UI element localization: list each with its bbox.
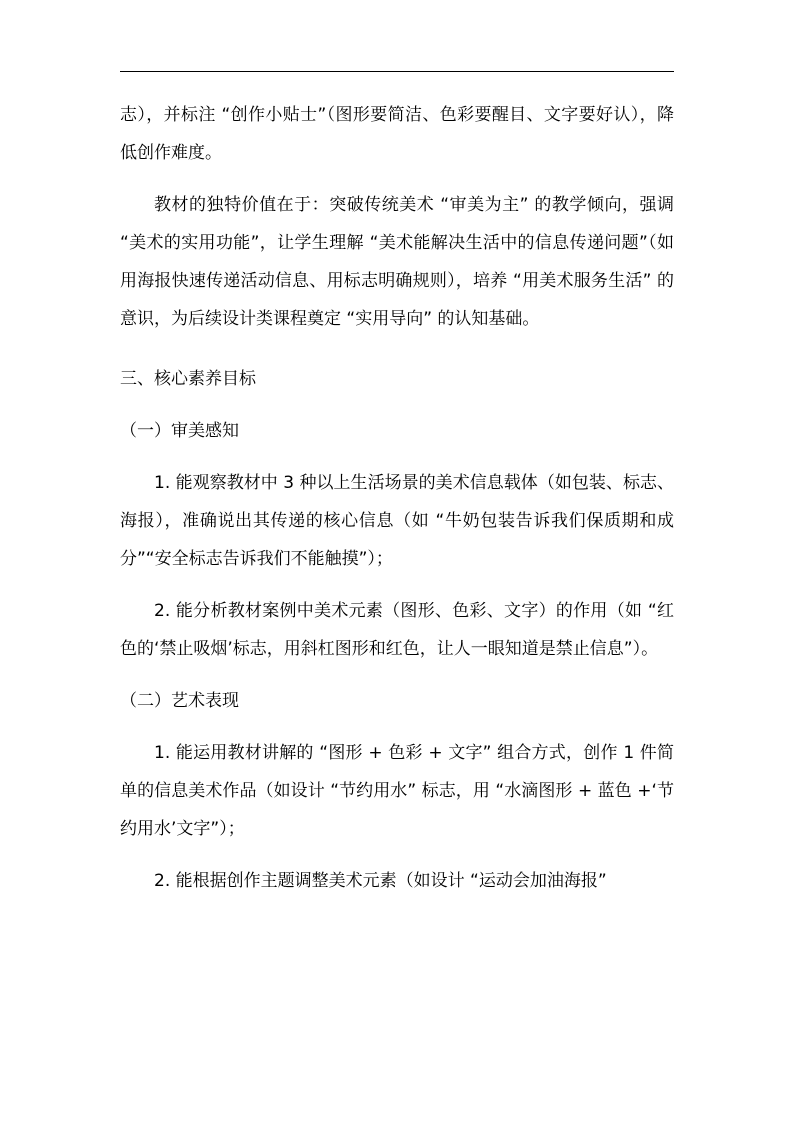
paragraph-continued: 志），并标注 “创作小贴士”（图形要简洁、色彩要醒目、文字要好认），降低创作难度。 (120, 105, 674, 163)
document-body (120, 96, 674, 900)
list-item-expression-1: 1. 能运用教材讲解的 “图形 + 色彩 + 文字” 组合方式，创作 1 件简单的信息美术作品（如设计 “节约用水” 标志，用 “水滴图形 + 蓝色 +‘节约用水’文字”）； (120, 743, 674, 839)
section-heading-core-literacy: 三、核心素养目标 (120, 369, 256, 389)
paragraph-textbook-value: 教材的独特价值在于：突破传统美术 “审美为主” 的教学倾向，强调 “美术的实用功能”，让学生理解 “美术能解决生活中的信息传递问题”（如用海报快速传递活动信息、用标志明确规则），培养 “用美术服务生活” 的意识，为后续设计类课程奠定 “实用导向” 的认知基础。 (120, 195, 674, 329)
subsection-heading-aesthetic-perception: （一）审美感知 (120, 421, 239, 441)
list-item-aesthetic-1: 1. 能观察教材中 3 种以上生活场景的美术信息载体（如包装、标志、海报），准确说出其传递的核心信息（如 “牛奶包装告诉我们保质期和成分”“安全标志告诉我们不能触摸”）； (120, 473, 674, 569)
list-item-expression-2: 2. 能根据创作主题调整美术元素（如设计 “运动会加油海报” (154, 871, 607, 891)
subsection-heading-artistic-expression: （二）艺术表现 (120, 691, 239, 711)
list-item-aesthetic-2: 2. 能分析教材案例中美术元素（图形、色彩、文字）的作用（如 “红色的‘禁止吸烟’标志，用斜杠图形和红色，让人一眼知道是禁止信息”）。 (120, 601, 674, 659)
header-rule (120, 71, 674, 72)
